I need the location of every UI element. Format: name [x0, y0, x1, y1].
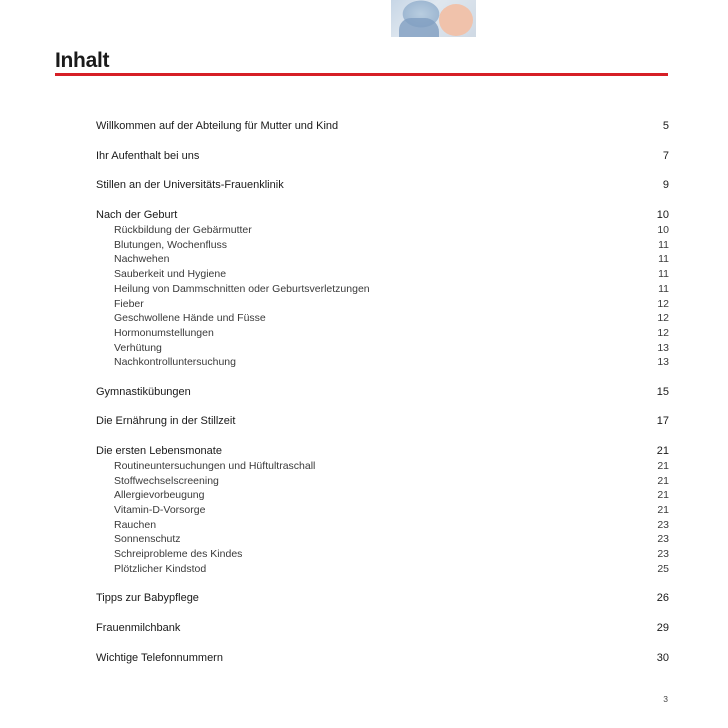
toc-subentry[interactable] [96, 252, 669, 267]
toc-entry[interactable] [96, 444, 669, 459]
toc-entry-page: 25 [657, 562, 669, 575]
toc-entry-page: 12 [657, 297, 669, 310]
toc-subentry[interactable] [96, 547, 669, 562]
toc-subentry[interactable] [96, 326, 669, 341]
toc-entry-page: 11 [658, 268, 669, 281]
toc-gap [96, 134, 669, 149]
toc-entry-page: 13 [657, 341, 669, 354]
toc-entry-title: Stillen an der Universitäts-Frauenklinik [96, 179, 284, 192]
toc-subentry[interactable] [96, 503, 669, 518]
toc-gap [96, 429, 669, 444]
toc-entry-page: 23 [657, 548, 669, 561]
toc-entry-title: Sauberkeit und Hygiene [114, 268, 227, 281]
toc-entry-title: Nachkontrolluntersuchung [114, 356, 236, 369]
photo-face [439, 4, 473, 36]
toc-subentry[interactable] [96, 267, 669, 282]
toc-entry-page: 9 [662, 179, 669, 192]
toc-subentry[interactable] [96, 297, 669, 312]
toc-subentry[interactable] [96, 474, 669, 489]
toc-entry-page: 11 [658, 253, 669, 266]
toc-entry-page: 7 [662, 149, 669, 162]
toc-entry[interactable] [96, 178, 669, 193]
toc-subentry[interactable] [96, 341, 669, 356]
toc-entry-title: Schreiprobleme des Kindes [114, 548, 243, 561]
toc-entry-title: Allergievorbeugung [114, 489, 205, 502]
toc-entry-page: 12 [657, 326, 669, 339]
toc-entry-page: 5 [662, 120, 669, 132]
toc-entry-title: Die Ernährung in der Stillzeit [96, 415, 236, 428]
toc-entry-page: 10 [656, 209, 669, 222]
table-of-contents [96, 119, 669, 666]
toc-entry[interactable] [96, 208, 669, 223]
toc-entry-page: 21 [657, 460, 669, 472]
toc-entry-title: Tipps zur Babypflege [96, 592, 199, 605]
toc-subentry[interactable] [96, 518, 669, 533]
toc-gap [96, 193, 669, 208]
toc-entry-title: Rückbildung der Gebärmutter [114, 224, 252, 237]
page-number: 3 [663, 694, 668, 704]
toc-entry-title: Heilung von Dammschnitten oder Geburtsverletzungen [114, 282, 370, 295]
toc-entry-title: Vitamin-D-Vorsorge [114, 504, 206, 517]
toc-gap [96, 577, 669, 592]
toc-entry-page: 23 [657, 518, 669, 531]
toc-entry-page: 23 [657, 533, 669, 546]
toc-entry-title: Geschwollene Hände und Füsse [114, 312, 266, 325]
toc-entry-title: Routineuntersuchungen und Hüftultraschall [114, 460, 316, 472]
toc-entry-page: 11 [658, 282, 669, 295]
toc-entry-page: 21 [656, 445, 669, 457]
toc-entry-title: Nach der Geburt [96, 209, 178, 222]
toc-entry-page: 26 [656, 592, 669, 605]
toc-entry[interactable] [96, 651, 669, 666]
toc-gap [96, 636, 669, 651]
toc-subentry[interactable] [96, 532, 669, 547]
toc-entry[interactable] [96, 591, 669, 606]
toc-gap [96, 400, 669, 415]
baby-photo [391, 0, 476, 37]
toc-entry-title: Ihr Aufenthalt bei uns [96, 149, 200, 162]
toc-entry-page: 15 [656, 385, 669, 398]
toc-entry-title: Blutungen, Wochenfluss [114, 238, 228, 251]
toc-subentry[interactable] [96, 282, 669, 297]
page-title: Inhalt [55, 49, 110, 72]
toc-subentry[interactable] [96, 311, 669, 326]
toc-gap [96, 164, 669, 179]
toc-entry-title: Rauchen [114, 518, 157, 531]
toc-gap [96, 370, 669, 385]
toc-entry-page: 21 [657, 504, 669, 517]
toc-entry[interactable] [96, 149, 669, 164]
toc-entry-page: 21 [657, 474, 669, 487]
toc-entry-page: 30 [656, 651, 669, 664]
toc-gap [96, 606, 669, 621]
toc-entry-title: Hormonumstellungen [114, 326, 214, 339]
toc-entry-page: 11 [658, 238, 669, 251]
toc-entry-title: Plötzlicher Kindstod [114, 562, 207, 575]
toc-entry-title: Wichtige Telefonnummern [96, 651, 223, 664]
toc-entry-page: 13 [657, 356, 669, 369]
toc-subentry[interactable] [96, 459, 669, 474]
toc-entry-title: Willkommen auf der Abteilung für Mutter und Kind [96, 120, 339, 132]
toc-subentry[interactable] [96, 355, 669, 370]
toc-entry-page: 12 [657, 312, 669, 325]
toc-subentry[interactable] [96, 562, 669, 577]
toc-entry-page: 29 [656, 621, 669, 634]
toc-entry-page: 21 [657, 489, 669, 502]
toc-entry-page: 17 [656, 415, 669, 428]
toc-entry-title: Verhütung [114, 341, 162, 354]
toc-subentry[interactable] [96, 238, 669, 253]
toc-entry-title: Frauenmilchbank [96, 621, 181, 634]
toc-entry-title: Sonnenschutz [114, 533, 181, 546]
toc-entry[interactable] [96, 621, 669, 636]
toc-entry-title: Stoffwechselscreening [114, 474, 219, 487]
toc-entry-page: 10 [657, 224, 669, 237]
toc-subentry[interactable] [96, 488, 669, 503]
toc-subentry[interactable] [96, 223, 669, 238]
toc-entry-title: Gymnastikübungen [96, 385, 191, 398]
toc-entry-title: Fieber [114, 297, 144, 310]
photo-sleeve [399, 18, 439, 37]
toc-entry[interactable] [96, 119, 669, 134]
toc-entry-title: Die ersten Lebensmonate [96, 445, 222, 457]
heading-rule [55, 73, 668, 76]
toc-entry[interactable] [96, 385, 669, 400]
toc-entry[interactable] [96, 414, 669, 429]
toc-entry-title: Nachwehen [114, 253, 170, 266]
